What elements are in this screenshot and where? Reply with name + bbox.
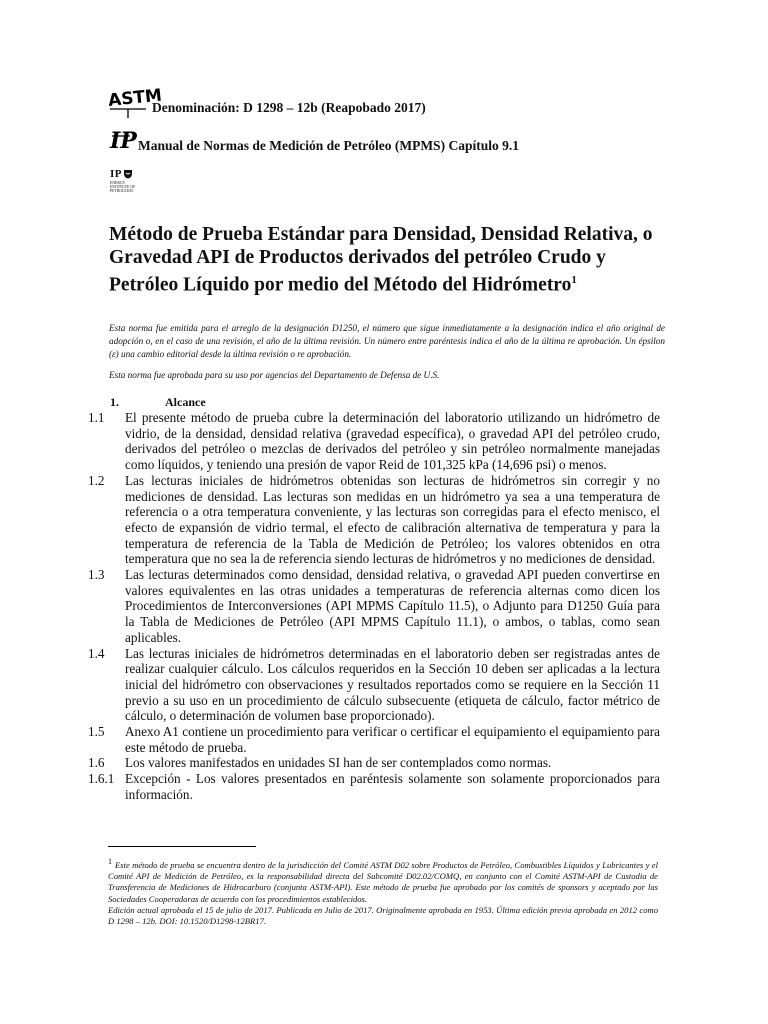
footnote-edition: Edición actual aprobada el 15 de julio de 2017. Publicada en Julio de 2017. Originalmente aprobada en 1953. Última edición previa aprobada en 2012 como D 1298 – 12b. DOI: 10.1520/D1298-12BR17. bbox=[108, 905, 658, 927]
item-text: El presente método de prueba cubre la determinación del laboratorio utilizando un hidrómetro de vidrio, de la densidad, densidad relativa (gravedad específica), o gravedad API del petróleo crudo, derivados del petróleo o mezclas de derivados del petróleo y sin petróleo normalmente manejadas como líquidos, y teniendo una presión de vapor Reid de 101,325 kPa (14,696 psi) o menos. bbox=[125, 410, 660, 473]
astm-logo-icon bbox=[107, 84, 163, 118]
list-item bbox=[88, 755, 660, 771]
item-text: Excepción - Los valores presentados en paréntesis solamente son solamente proporcionados para información. bbox=[125, 771, 660, 802]
document-title bbox=[109, 223, 669, 297]
footnote bbox=[108, 856, 658, 928]
svg-text:IP: IP bbox=[110, 128, 137, 154]
list-item bbox=[88, 410, 660, 473]
footnote-body bbox=[108, 856, 658, 905]
item-number: 1.1 bbox=[88, 410, 105, 425]
ip-badge-subtitle: ENERGY INSTITUTE OF PETROLEUM bbox=[110, 181, 136, 193]
ip-badge-word: IP bbox=[110, 168, 122, 180]
issuance-note: Esta norma fue emitida para el arreglo de la designación D1250, el número que sigue inmediatamente a la designación indica el año original de adopción o, en el caso de una revisión, el año de la última revisión. Un número entre paréntesis indica el año de la última re aprobación. Un épsilon (ε) una cambio editorial desde la última revisión o re aprobación. bbox=[109, 323, 665, 359]
item-number: 1.2 bbox=[88, 472, 105, 488]
energy-institute-badge bbox=[110, 168, 144, 193]
scope-list bbox=[88, 410, 660, 803]
mpms-manual-row bbox=[108, 122, 519, 156]
list-item bbox=[88, 771, 660, 802]
item-text: Las lecturas determinados como densidad, densidad relativa, o gravedad API pueden convertirse en valores equivalentes en las otras unidades a temperaturas de referencia alternas como dicen los Procedimientos de Interconversiones (API MPMS Capítulo 11.5), o Adjunto para D1250 Guía para la Tabla de Mediciones de Petróleo (API MPMS Capítulo 11.1), o ambos, o tablas, como sean aplicables. bbox=[125, 567, 660, 645]
item-number: 1.5 bbox=[88, 724, 105, 740]
item-text: Anexo A1 contiene un procedimiento para verificar o certificar el equipamiento el equipamiento para este método de prueba. bbox=[125, 724, 660, 755]
section-title: Alcance bbox=[165, 395, 206, 409]
list-item bbox=[88, 473, 660, 567]
title-text: Método de Prueba Estándar para Densidad, Densidad Relativa, o Gravedad API de Productos derivados del petróleo Crudo y Petróleo Líquido por medio del Método del Hidrómetro bbox=[109, 224, 653, 296]
list-item bbox=[88, 724, 660, 755]
item-number: 1.3 bbox=[88, 567, 105, 583]
item-number: 1.4 bbox=[88, 645, 105, 661]
footnote-number: 1 bbox=[108, 857, 112, 866]
footnote-text: Este método de prueba se encuentra dentro de la jurisdicción del Comité ASTM D02 sobre Productos de Petróleo, Combustibles Líquidos y Lubricantes y el Comité API de Medición de Petróleo, es la responsabilidad directa del Subcomité D02.02/COMQ, en conjunto con el Comité ASTM-API de Custodia de Transferencia de Mediciones de Hidrocarburo (conjunta ASTM-API). Este método de prueba fue aprobado por los comités de sponsors y aceptado por las Sociedades Cooperadoras de acuerdo con los procedimientos establecidos. bbox=[108, 859, 658, 904]
item-number: 1.6 bbox=[88, 755, 105, 771]
title-footnote-ref: 1 bbox=[571, 274, 577, 286]
item-number: 1.6.1 bbox=[88, 771, 115, 787]
designation-text: Denominación: D 1298 – 12b (Reapobado 2017) bbox=[152, 100, 426, 115]
list-item bbox=[88, 567, 660, 646]
shield-icon bbox=[123, 169, 133, 179]
astm-designation-row bbox=[108, 84, 426, 118]
section-number: 1. bbox=[110, 395, 119, 409]
section-heading bbox=[110, 395, 206, 410]
footnote-divider bbox=[108, 846, 256, 847]
svg-text:ASTM: ASTM bbox=[107, 85, 163, 112]
approval-note: Esta norma fue aprobada para su uso por agencias del Departamento de Defensa de U.S. bbox=[109, 370, 440, 380]
list-item bbox=[88, 646, 660, 725]
manual-text: Manual de Normas de Medición de Petróleo (MPMS) Capítulo 9.1 bbox=[138, 138, 519, 153]
item-text: Las lecturas iniciales de hidrómetros determinadas en el laboratorio deben ser registradas antes de realizar cualquier cálculo. Los cálculos requeridos en la Sección 10 deben ser aplicadas a la lectura inicial del hidrómetro con observaciones y resultados reportados como se requiere en la Sección 11 previo a su uso en un procedimiento de cálculo subsecuente (etiqueta de cálculo, factor métrico de cálculo, o determinación de volumen base proporcionado). bbox=[125, 645, 660, 724]
ip-logo-icon bbox=[108, 122, 136, 156]
item-text: Las lecturas iniciales de hidrómetros obtenidas son lecturas de hidrómetros sin corregir y no mediciones de densidad. Las lecturas son medidas en un hidrómetro ya sea a una temperatura de referencia o a otra temperatura conveniente, y las lecturas son corregidas para el efecto menisco, el efecto de expansión de vidrio termal, el efecto de calibración alternativa de temperatura y para la temperatura de referencia de la Tabla de Medición de Petróleo; los valores obtenidos en otra temperatura que no sea la de referencia siendo lecturas de hidrómetros y no mediciones de densidad. bbox=[125, 472, 660, 567]
item-text: Los valores manifestados en unidades SI han de ser contemplados como normas. bbox=[125, 755, 552, 771]
